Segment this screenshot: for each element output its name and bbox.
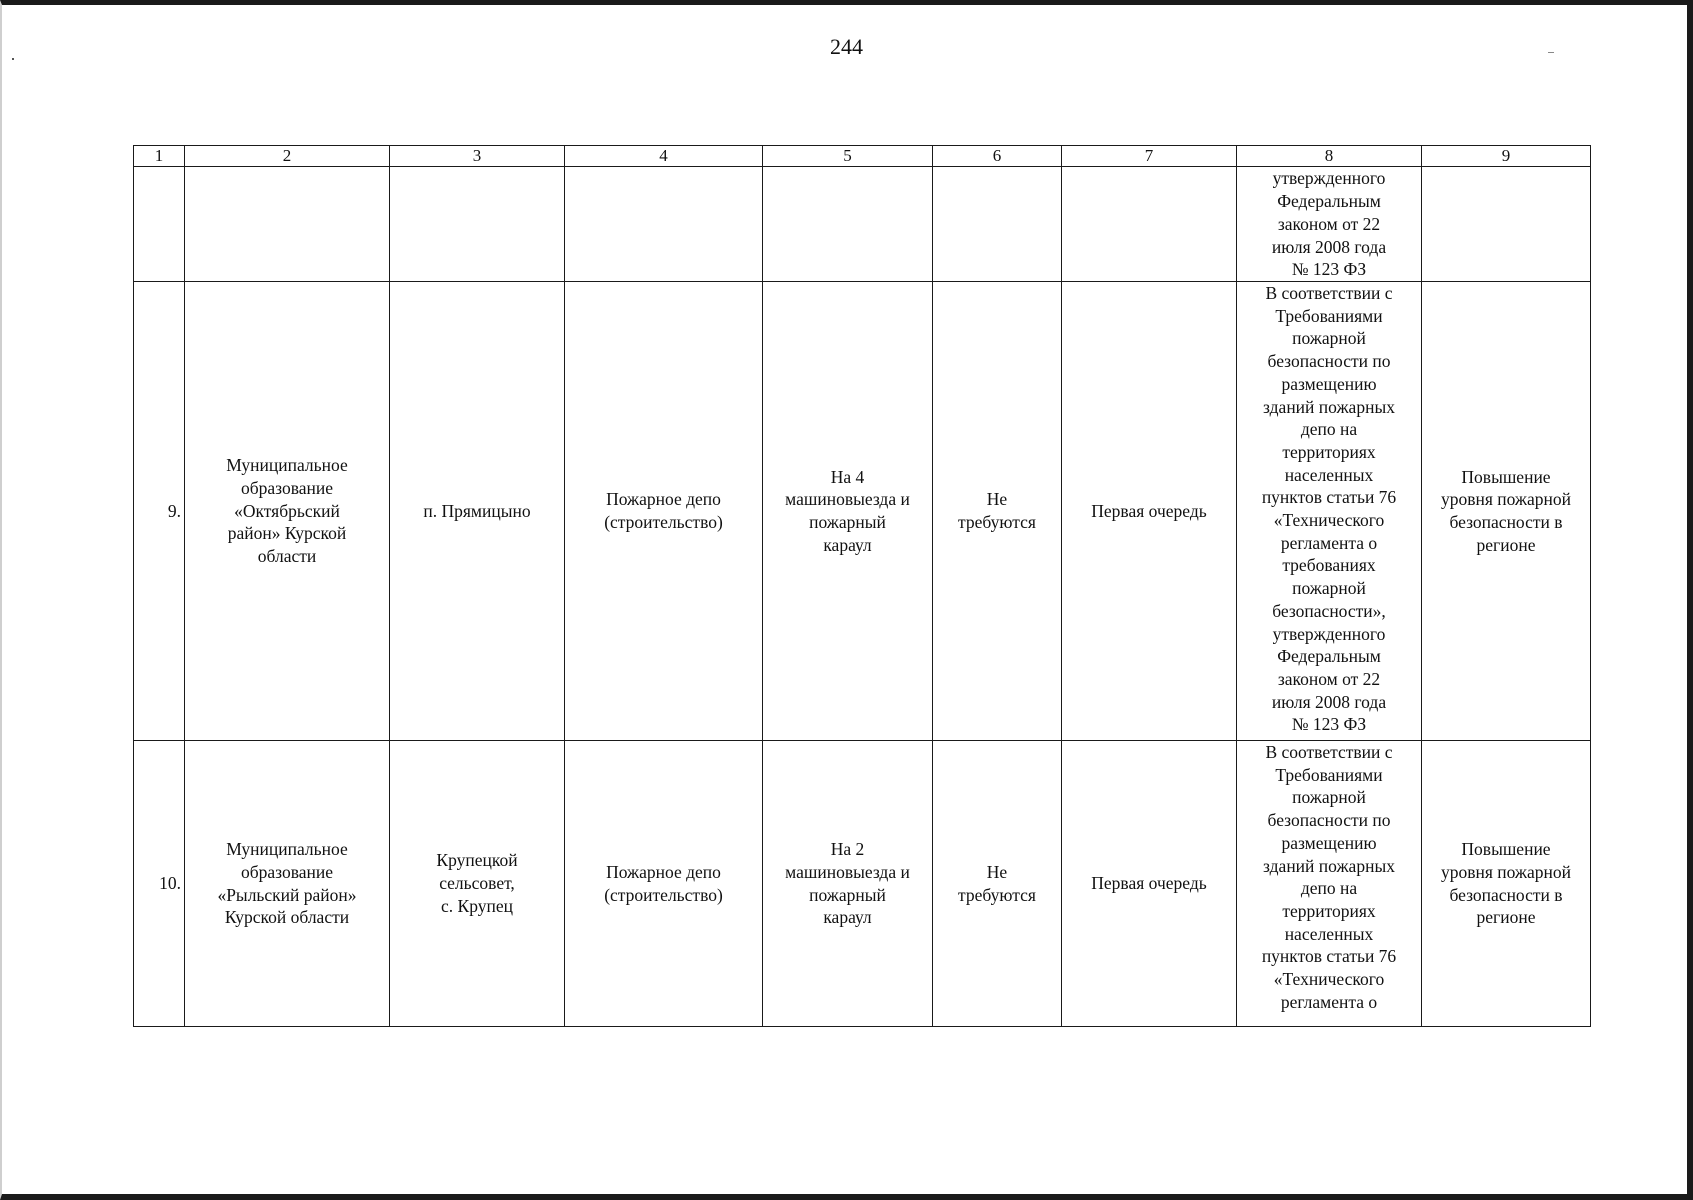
row-number-cell [134, 741, 185, 1027]
effect-cell [1422, 741, 1591, 1027]
justification-text: В соответствии с Требованиями пожарной безопасности по размещению зданий пожарных депо на территориях населенных пунктов статьи 76 «Технического регламента о требованиях пожарной безопасности», утвержденного Федеральным законом от 22 июля 2008 года № 123 ФЗ [1261, 283, 1397, 735]
column-number: 6 [933, 146, 1062, 167]
table-cell [1062, 167, 1237, 282]
settlement-text: Крупецкой сельсовет, с. Крупец [436, 850, 518, 916]
document-table [133, 145, 1591, 1027]
justification-text: В соответствии с Требованиями пожарной безопасности по размещению зданий пожарных депо на территориях населенных пунктов статьи 76 «Технического регламента о [1261, 742, 1397, 1012]
column-number: 1 [134, 146, 185, 167]
capacity-cell [763, 741, 933, 1027]
capacity-text: На 2 машиновыезда и пожарный караул [785, 839, 910, 928]
table-cell [1422, 167, 1591, 282]
table-row [134, 741, 1591, 1027]
land-cell [933, 282, 1062, 741]
settlement-cell [390, 282, 565, 741]
capacity-text: На 4 машиновыезда и пожарный караул [785, 466, 910, 555]
municipality-cell [185, 741, 390, 1027]
table-row-continuation [134, 167, 1591, 282]
table-cell [134, 167, 185, 282]
row-number: 9. [167, 500, 181, 521]
column-number: 7 [1062, 146, 1237, 167]
object-cell [565, 741, 763, 1027]
object-text: Пожарное депо (строительство) [604, 861, 723, 905]
table-cell [933, 167, 1062, 282]
row-number: 10. [159, 873, 181, 894]
effect-text: Повышение уровня пожарной безопасности в регионе [1440, 839, 1572, 928]
capacity-cell [763, 282, 933, 741]
justification-cell [1237, 167, 1422, 282]
justification-cell [1237, 282, 1422, 741]
column-number-row [134, 146, 1591, 167]
justification-cell [1237, 741, 1422, 1027]
effect-text: Повышение уровня пожарной безопасности в регионе [1440, 466, 1572, 555]
table-cell [565, 167, 763, 282]
land-cell [933, 741, 1062, 1027]
object-text: Пожарное депо (строительство) [604, 489, 723, 532]
settlement-text: п. Прямицыно [423, 500, 531, 521]
municipality-text: Муниципальное образование «Октябрьский район» Курской области [226, 455, 348, 567]
settlement-cell [390, 741, 565, 1027]
land-text: Не требуются [958, 861, 1036, 905]
column-number: 8 [1237, 146, 1422, 167]
column-number: 9 [1422, 146, 1591, 167]
justification-text: утвержденного Федеральным законом от 22 июля 2008 года № 123 ФЗ [1271, 168, 1387, 280]
municipality-cell [185, 282, 390, 741]
page-number: 244 [830, 34, 863, 59]
column-number: 4 [565, 146, 763, 167]
land-text: Не требуются [958, 489, 1036, 532]
object-cell [565, 282, 763, 741]
column-number: 2 [185, 146, 390, 167]
municipality-text: Муниципальное образование «Рыльский район» Курской области [217, 839, 357, 928]
effect-cell [1422, 282, 1591, 741]
row-number-cell [134, 282, 185, 741]
column-number: 5 [763, 146, 933, 167]
priority-text: Первая очередь [1091, 500, 1207, 521]
priority-cell [1062, 282, 1237, 741]
column-number: 3 [390, 146, 565, 167]
priority-text: Первая очередь [1091, 873, 1207, 894]
table-cell [763, 167, 933, 282]
priority-cell [1062, 741, 1237, 1027]
table-cell [390, 167, 565, 282]
table-row [134, 282, 1591, 741]
table-cell [185, 167, 390, 282]
